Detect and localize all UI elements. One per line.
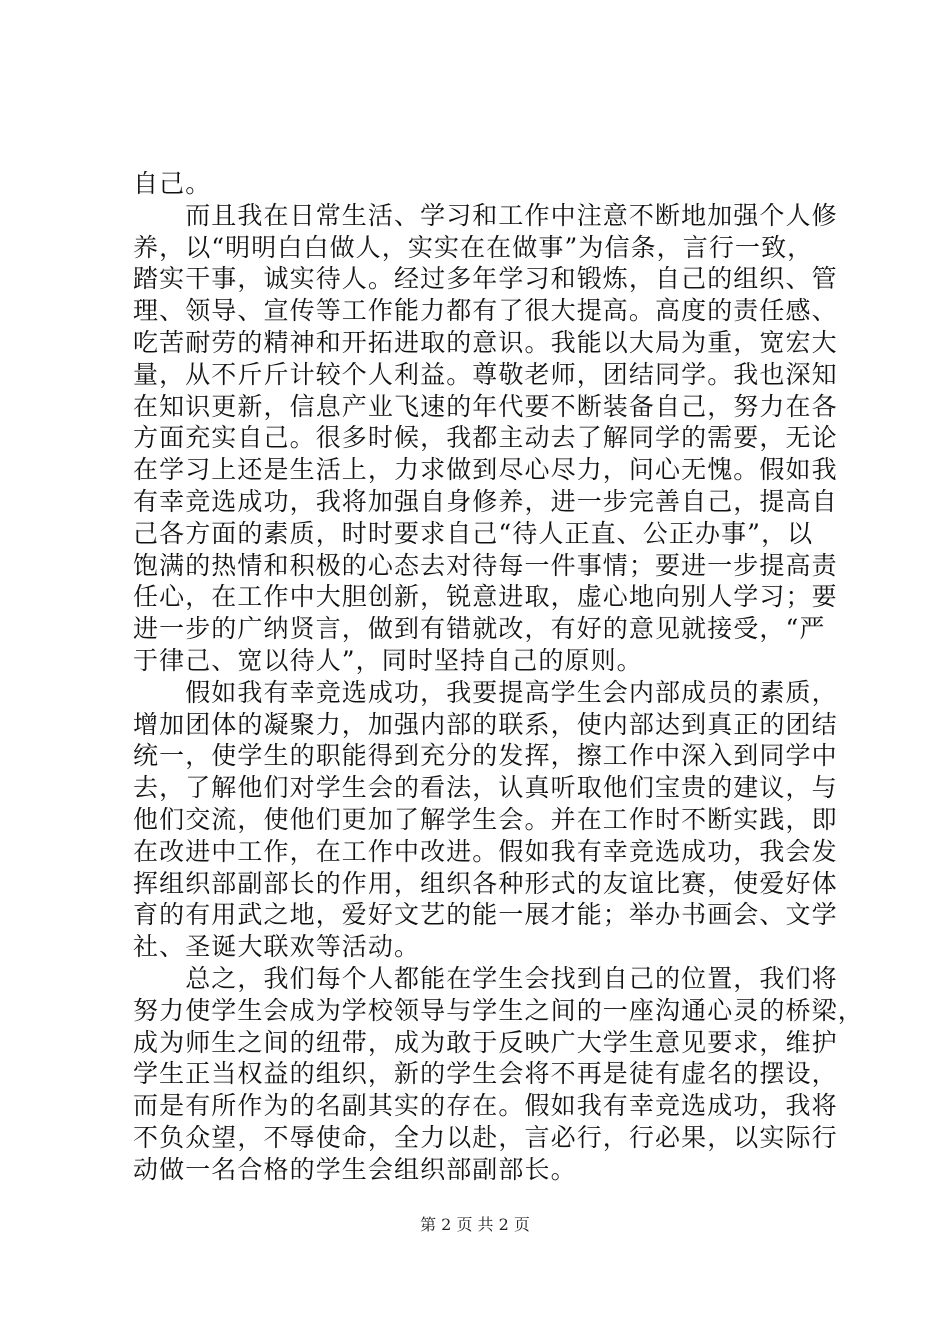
text-line: 努力使学生会成为学校领导与学生之间的一座沟通心灵的桥梁， bbox=[133, 995, 864, 1025]
document-body bbox=[133, 168, 864, 1186]
text-line: 动做一名合格的学生会组织部副部长。 bbox=[133, 1154, 577, 1184]
text-line: 己各方面的素质，时时要求自己“待人正直、公正办事”，以 bbox=[133, 518, 814, 548]
text-line: 量，从不斤斤计较个人利益。尊敬老师，团结同学。我也深知 bbox=[133, 359, 838, 389]
text-line: 增加团体的凝聚力，加强内部的联系，使内部达到真正的团结 bbox=[133, 709, 838, 739]
text-line: 社、圣诞大联欢等活动。 bbox=[133, 932, 421, 962]
text-line: 不负众望，不辱使命，全力以赴，言必行，行必果，以实际行 bbox=[133, 1122, 838, 1152]
text-line: 在知识更新，信息产业飞速的年代要不断装备自己，努力在各 bbox=[133, 391, 838, 421]
text-line: 养，以“明明白白做人，实实在在做事”为信条，言行一致， bbox=[133, 232, 814, 262]
text-line: 学生正当权益的组织，新的学生会将不再是徒有虚名的摆设， bbox=[133, 1059, 838, 1089]
text-line: 在学习上还是生活上，力求做到尽心尽力，问心无愧。假如我 bbox=[133, 455, 838, 485]
text-line: 育的有用武之地，爱好文艺的能一展才能；举办书画会、文学 bbox=[133, 900, 838, 930]
text-line: 进一步的广纳贤言，做到有错就改，有好的意见就接受，“严 bbox=[133, 614, 826, 644]
text-line: 理、领导、宣传等工作能力都有了很大提高。高度的责任感、 bbox=[133, 296, 838, 326]
text-line: 总之，我们每个人都能在学生会找到自己的位置，我们将 bbox=[133, 963, 838, 993]
text-line: 假如我有幸竞选成功，我要提高学生会内部成员的素质， bbox=[133, 677, 838, 707]
text-line: 统一，使学生的职能得到充分的发挥，擦工作中深入到同学中 bbox=[133, 741, 838, 771]
page-number-footer: 第 2 页 共 2 页 bbox=[420, 1215, 530, 1234]
text-line: 他们交流，使他们更加了解学生会。并在工作时不断实践，即 bbox=[133, 804, 838, 834]
text-line: 方面充实自己。很多时候，我都主动去了解同学的需要，无论 bbox=[133, 423, 838, 453]
text-line: 吃苦耐劳的精神和开拓进取的意识。我能以大局为重，宽宏大 bbox=[133, 327, 838, 357]
text-line: 而且我在日常生活、学习和工作中注意不断地加强个人修 bbox=[133, 200, 838, 230]
text-line: 挥组织部副部长的作用，组织各种形式的友谊比赛，使爱好体 bbox=[133, 868, 838, 898]
text-line: 成为师生之间的纽带，成为敢于反映广大学生意见要求，维护 bbox=[133, 1027, 838, 1057]
text-line: 踏实干事，诚实待人。经过多年学习和锻炼，自己的组织、管 bbox=[133, 264, 838, 294]
text-line: 任心，在工作中大胆创新，锐意进取，虚心地向别人学习；要 bbox=[133, 582, 838, 612]
text-line: 而是有所作为的名副其实的存在。假如我有幸竞选成功，我将 bbox=[133, 1091, 838, 1121]
text-line: 有幸竞选成功，我将加强自身修养，进一步完善自己，提高自 bbox=[133, 486, 838, 516]
text-line: 去，了解他们对学生会的看法，认真听取他们宝贵的建议，与 bbox=[133, 773, 838, 803]
text-line: 自己。 bbox=[133, 169, 212, 198]
text-line: 在改进中工作，在工作中改进。假如我有幸竞选成功，我会发 bbox=[133, 836, 838, 866]
text-line: 饱满的热情和积极的心态去对待每一件事情；要进一步提高责 bbox=[133, 550, 838, 580]
text-line: 于律己、宽以待人”，同时坚持自己的原则。 bbox=[133, 645, 643, 675]
